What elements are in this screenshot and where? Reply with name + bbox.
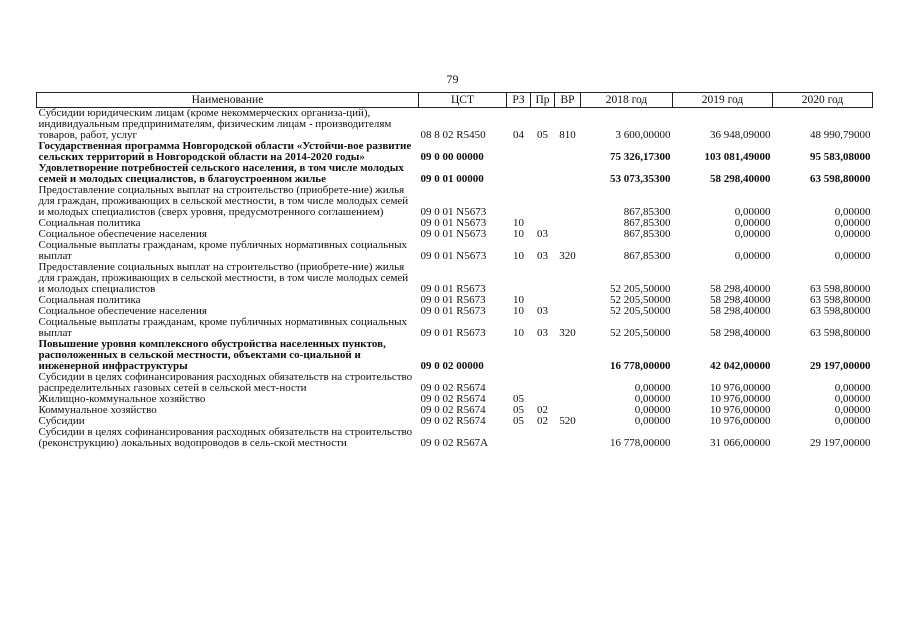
cell-2018: 0,00000 — [634, 415, 671, 427]
cell-vr — [555, 218, 581, 229]
column-header-cst: ЦСТ — [419, 93, 507, 108]
cell-2020: 95 583,08000 — [810, 151, 871, 163]
cell-2018: 16 778,00000 — [610, 437, 671, 449]
cell-rz: 10 — [513, 217, 524, 229]
cell-2020: 48 990,79000 — [810, 129, 871, 141]
cell-cst: 09 0 02 R5674 — [420, 382, 486, 394]
table-body — [37, 108, 873, 450]
cell-rz: 05 — [513, 415, 524, 427]
cell-2019: 10 976,00000 — [710, 415, 771, 427]
cell-pr — [531, 427, 555, 449]
cell-pr: 03 — [537, 327, 548, 339]
cell-rz — [507, 372, 531, 394]
cell-2020: 63 598,80000 — [810, 283, 871, 295]
cell-name: Повышение уровня комплексного обустройства населенных пунктов, расположенных в сельской местности, объектами со-циальной и инженерной инфраструктуры — [38, 338, 386, 372]
cell-cst: 09 0 02 R567A — [420, 437, 489, 449]
cell-2020: 0,00000 — [834, 415, 871, 427]
cell-rz — [507, 339, 531, 372]
cell-name: Социальная политика — [38, 217, 141, 229]
cell-2018: 16 778,00000 — [610, 360, 671, 372]
cell-cst: 09 0 02 R5674 — [420, 415, 486, 427]
cell-vr — [555, 185, 581, 218]
table-row — [37, 372, 873, 394]
cell-cst: 09 0 01 R5673 — [420, 294, 486, 306]
cell-vr — [555, 141, 581, 163]
cell-2020: 0,00000 — [834, 382, 871, 394]
cell-pr: 05 — [537, 129, 548, 141]
cell-2018: 52 205,50000 — [610, 283, 671, 295]
cell-2019: 42 042,00000 — [710, 360, 771, 372]
cell-pr — [531, 185, 555, 218]
cell-pr — [531, 262, 555, 295]
cell-rz: 04 — [513, 129, 524, 141]
cell-cst: 09 0 01 R5673 — [420, 283, 486, 295]
cell-2020: 0,00000 — [834, 250, 871, 262]
cell-name: Жилищно-коммунальное хозяйство — [38, 393, 206, 405]
cell-2019: 31 066,00000 — [710, 437, 771, 449]
cell-name: Социальные выплаты гражданам, кроме публичных нормативных социальных выплат — [38, 316, 407, 339]
column-header-rz: РЗ — [507, 93, 531, 108]
cell-name: Коммунальное хозяйство — [38, 404, 157, 416]
cell-2019: 0,00000 — [734, 217, 771, 229]
cell-cst: 09 0 01 R5673 — [420, 327, 486, 339]
cell-name: Субсидии в целях софинансирования расходных обязательств на строительство (реконструкцию) локальных водопроводов в сель-ской местности — [38, 426, 413, 449]
cell-cst: 09 0 01 00000 — [420, 173, 484, 185]
table-row — [37, 427, 873, 449]
cell-pr: 03 — [537, 305, 548, 317]
cell-pr: 03 — [537, 250, 548, 262]
cell-cst: 09 0 01 N5673 — [420, 217, 487, 229]
budget-table — [36, 92, 873, 449]
cell-2020: 29 197,00000 — [810, 437, 871, 449]
cell-2020: 0,00000 — [834, 404, 871, 416]
cell-2019: 0,00000 — [734, 206, 771, 218]
cell-2018: 3 600,00000 — [615, 129, 671, 141]
column-header-vr: ВР — [555, 93, 581, 108]
cell-rz: 05 — [513, 404, 524, 416]
cell-name: Предоставление социальных выплат на строительство (приобрете-ние) жилья для граждан, проживающих в сельской местности, в том числе молодых семей и молодых специалистов — [38, 261, 409, 295]
cell-vr — [555, 262, 581, 295]
cell-rz — [507, 185, 531, 218]
cell-pr — [531, 163, 555, 185]
cell-2018: 52 205,50000 — [610, 327, 671, 339]
cell-pr — [531, 141, 555, 163]
cell-name: Субсидии — [38, 415, 85, 427]
cell-2018: 0,00000 — [634, 382, 671, 394]
cell-2018: 52 205,50000 — [610, 305, 671, 317]
cell-vr — [555, 372, 581, 394]
cell-2018: 867,85300 — [623, 228, 671, 240]
table-row — [37, 141, 873, 163]
cell-2018: 75 326,17300 — [610, 151, 671, 163]
cell-name: Субсидии в целях софинансирования расходных обязательств на строительство распределительных газовых сетей в сельской мест-ности — [38, 371, 413, 394]
cell-cst: 09 0 00 00000 — [420, 151, 484, 163]
cell-vr — [555, 339, 581, 372]
cell-cst: 09 0 02 R5674 — [420, 393, 486, 405]
cell-pr — [531, 339, 555, 372]
cell-name: Предоставление социальных выплат на строительство (приобрете-ние) жилья для граждан, проживающих в сельской местности, в том числе молодых семей и молодых специалистов (сверх уровня, предусмотренного соглашением) — [38, 184, 409, 218]
cell-pr: 02 — [537, 404, 548, 416]
cell-rz: 10 — [513, 327, 524, 339]
cell-pr: 03 — [537, 228, 548, 240]
table-row — [37, 317, 873, 339]
cell-vr — [555, 394, 581, 405]
cell-vr — [555, 306, 581, 317]
table-row — [37, 262, 873, 295]
cell-2019: 58 298,40000 — [710, 173, 771, 185]
cell-vr — [555, 295, 581, 306]
cell-2019: 58 298,40000 — [710, 305, 771, 317]
column-header-2018: 2018 год — [581, 93, 673, 108]
cell-rz — [507, 141, 531, 163]
cell-vr: 810 — [559, 129, 576, 141]
cell-name: Социальное обеспечение населения — [38, 228, 207, 240]
cell-2019: 10 976,00000 — [710, 404, 771, 416]
cell-name: Социальная политика — [38, 294, 141, 306]
cell-2018: 0,00000 — [634, 404, 671, 416]
cell-name: Субсидии юридическим лицам (кроме некоммерческих организа-ций), индивидуальным предпринимателям, физическим лицам - производителям товаров, работ, услуг — [38, 107, 392, 141]
cell-rz — [507, 163, 531, 185]
cell-2020: 63 598,80000 — [810, 173, 871, 185]
cell-rz: 05 — [513, 393, 524, 405]
cell-2019: 10 976,00000 — [710, 393, 771, 405]
cell-2018: 867,85300 — [623, 250, 671, 262]
cell-2019: 58 298,40000 — [710, 294, 771, 306]
cell-2019: 58 298,40000 — [710, 283, 771, 295]
cell-cst: 09 0 01 R5673 — [420, 305, 486, 317]
column-header-2020: 2020 год — [773, 93, 873, 108]
cell-2019: 36 948,09000 — [710, 129, 771, 141]
table-header-row — [37, 93, 873, 108]
cell-name: Государственная программа Новгородской области «Устойчи-вое развитие сельских территорий в Новгородской области на 2014-2020 годы» — [38, 140, 412, 163]
cell-rz: 10 — [513, 228, 524, 240]
cell-rz: 10 — [513, 305, 524, 317]
cell-rz — [507, 427, 531, 449]
cell-pr — [531, 372, 555, 394]
cell-vr — [555, 229, 581, 240]
cell-2018: 53 073,35300 — [610, 173, 671, 185]
cell-2018: 867,85300 — [623, 206, 671, 218]
cell-2020: 0,00000 — [834, 393, 871, 405]
cell-vr: 320 — [559, 327, 576, 339]
cell-vr — [555, 427, 581, 449]
cell-name: Социальное обеспечение населения — [38, 305, 207, 317]
cell-rz — [507, 262, 531, 295]
cell-name: Социальные выплаты гражданам, кроме публичных нормативных социальных выплат — [38, 239, 407, 262]
cell-name: Удовлетворение потребностей сельского населения, в том числе молодых семей и молодых специалистов, в благоустроенном жилье — [38, 162, 404, 185]
cell-2018: 867,85300 — [623, 217, 671, 229]
table-row — [37, 108, 873, 142]
cell-2019: 0,00000 — [734, 228, 771, 240]
cell-vr: 320 — [559, 250, 576, 262]
cell-2019: 58 298,40000 — [710, 327, 771, 339]
cell-2020: 0,00000 — [834, 228, 871, 240]
cell-vr — [555, 163, 581, 185]
cell-cst: 09 0 02 00000 — [420, 360, 484, 372]
table-row — [37, 240, 873, 262]
cell-2019: 0,00000 — [734, 250, 771, 262]
cell-2018: 52 205,50000 — [610, 294, 671, 306]
cell-pr: 02 — [537, 415, 548, 427]
table-row — [37, 339, 873, 372]
cell-2020: 0,00000 — [834, 217, 871, 229]
cell-2019: 10 976,00000 — [710, 382, 771, 394]
cell-2018: 0,00000 — [634, 393, 671, 405]
table-row — [37, 185, 873, 218]
cell-cst: 09 0 01 N5673 — [420, 206, 487, 218]
table-row — [37, 163, 873, 185]
cell-2019: 103 081,49000 — [704, 151, 771, 163]
cell-2020: 63 598,80000 — [810, 294, 871, 306]
cell-2020: 63 598,80000 — [810, 305, 871, 317]
cell-cst: 08 8 02 R5450 — [420, 129, 486, 141]
cell-rz: 10 — [513, 250, 524, 262]
cell-2020: 63 598,80000 — [810, 327, 871, 339]
cell-2020: 29 197,00000 — [810, 360, 871, 372]
cell-cst: 09 0 01 N5673 — [420, 228, 487, 240]
column-header-2019: 2019 год — [673, 93, 773, 108]
cell-cst: 09 0 01 N5673 — [420, 250, 487, 262]
cell-2020: 0,00000 — [834, 206, 871, 218]
cell-vr: 520 — [559, 415, 576, 427]
cell-cst: 09 0 02 R5674 — [420, 404, 486, 416]
column-header-name: Наименование — [37, 93, 419, 108]
cell-rz: 10 — [513, 294, 524, 306]
column-header-pr: Пр — [531, 93, 555, 108]
page-number: 79 — [446, 72, 459, 86]
